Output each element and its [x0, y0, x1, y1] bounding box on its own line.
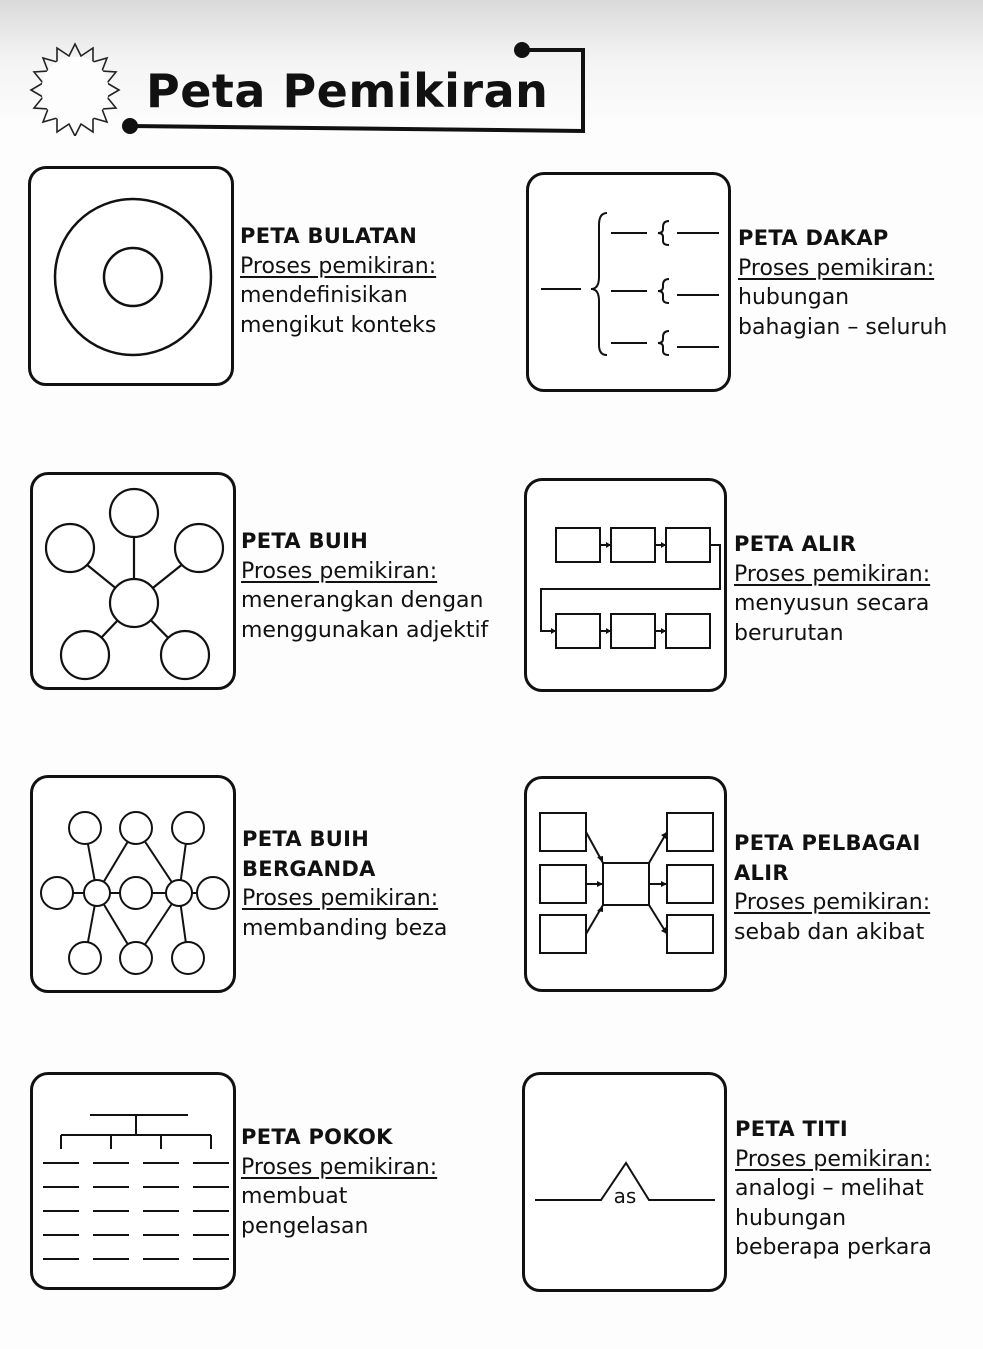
process-label: Proses pemikiran: [735, 1146, 932, 1172]
process-label: Proses pemikiran: [738, 255, 935, 281]
multi-flow-map-card [524, 776, 727, 992]
bubble-map-desc [241, 527, 488, 645]
map-desc-line: menerangkan dengan [241, 588, 484, 613]
circle-map-desc [240, 222, 436, 340]
process-label: Proses pemikiran: [240, 253, 437, 279]
map-desc-line: mendefinisikan [240, 283, 408, 308]
tree-map-icon [33, 1075, 233, 1287]
map-name: ALIR [734, 860, 789, 885]
process-label: Proses pemikiran: [734, 561, 931, 587]
bridge-map-desc [735, 1115, 932, 1263]
map-desc-line: mengikut konteks [240, 312, 437, 338]
brace-map-desc [738, 224, 947, 342]
process-label: Proses pemikiran: [242, 886, 439, 911]
tree-map-card [30, 1072, 236, 1290]
page-title: Peta Pemikiran [146, 64, 549, 118]
double-bubble-map-desc [242, 825, 447, 943]
double-bubble-map-icon [33, 778, 233, 990]
map-desc-line: bahagian – seluruh [738, 314, 948, 340]
brace-map-card [526, 172, 731, 392]
map-name: PETA BUIH [241, 529, 369, 553]
map-name: PETA POKOK [241, 1125, 393, 1149]
map-name: PETA BULATAN [240, 224, 418, 248]
map-name: PETA TITI [735, 1117, 848, 1141]
process-label: Proses pemikiran: [241, 558, 438, 584]
map-desc-line: analogi – melihat [735, 1176, 924, 1201]
map-desc-line: menggunakan adjektif [241, 617, 489, 643]
bubble-map-card [30, 472, 236, 690]
map-desc-line: membanding beza [242, 915, 448, 941]
process-label: Proses pemikiran: [241, 1154, 438, 1180]
map-name: BERGANDA [242, 856, 376, 881]
flow-map-card [524, 478, 727, 692]
circle-map-card [28, 166, 234, 386]
multi-flow-map-icon [527, 779, 724, 989]
flow-map-desc [734, 530, 930, 648]
map-desc-line: sebab dan akibat [734, 919, 925, 945]
map-desc-line: hubungan [735, 1205, 847, 1231]
brace-map-icon [529, 175, 728, 389]
bridge-map-icon [525, 1075, 724, 1289]
map-desc-line: pengelasan [241, 1213, 369, 1239]
multi-flow-map-desc [734, 829, 930, 947]
sun-badge-icon [25, 40, 125, 136]
tree-map-desc [241, 1123, 437, 1241]
map-name: PETA ALIR [734, 532, 857, 556]
map-desc-line: berurutan [734, 620, 844, 646]
bridge-label: as [613, 1184, 637, 1208]
map-desc-line: beberapa perkara [735, 1235, 932, 1260]
flow-map-icon [527, 481, 724, 689]
process-label: Proses pemikiran: [734, 890, 931, 915]
double-bubble-map-card [30, 775, 236, 993]
bridge-map-card [522, 1072, 727, 1292]
map-name: PETA DAKAP [738, 226, 889, 250]
circle-map-icon [31, 169, 231, 383]
map-name: PETA BUIH [242, 827, 370, 851]
map-desc-line: menyusun secara [734, 591, 930, 616]
bubble-map-icon [33, 475, 233, 687]
map-name: PETA PELBAGAI [734, 831, 921, 855]
map-desc-line: membuat [241, 1184, 348, 1209]
map-desc-line: hubungan [738, 285, 850, 310]
